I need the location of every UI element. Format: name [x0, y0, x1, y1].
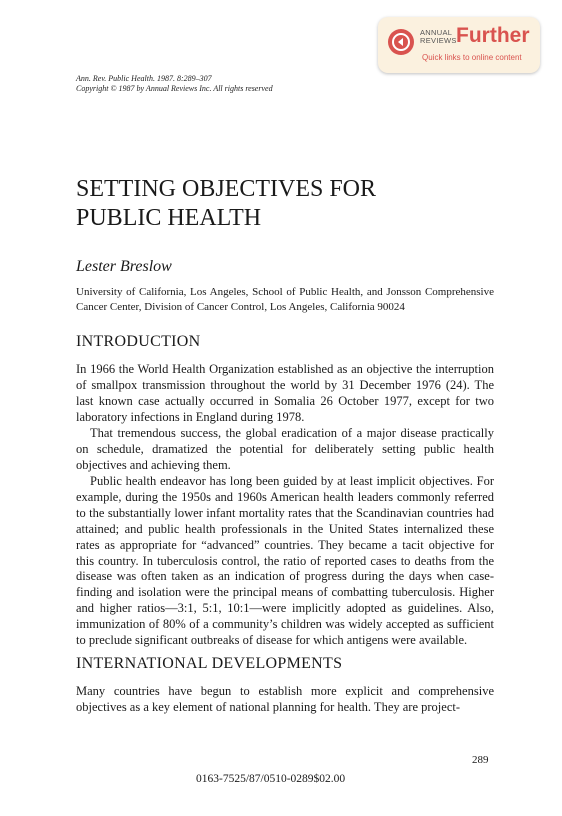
title-line-2: PUBLIC HEALTH: [76, 205, 262, 231]
paragraph-intro-3: Public health endeavor has long been guided by at least implicit objectives. For example, during the 1950s and 1960s American health leaders commonly referred to the substantially lower infant mortality rates that the Scandinavian countries had attained; and public health professionals in the United States internalized these rates as appropriate for “advanced” countries. They became a tacit objective for this country. In tuberculosis control, the ratio of reported cases to deaths from the disease was often taken as an indication of progress during the days when case-finding and isolation were the principal means of combatting tuberculosis. Higher and higher ratios—3:1, 5:1, 10:1—were implicitly adopted as guidelines. Also, immunization of 80% of a community’s children was widely accepted as sufficient to preclude significant outbreaks of disease for which antigens were available.: [76, 474, 494, 648]
author-name: Lester Breslow: [76, 258, 172, 275]
banner-small-line1: ANNUAL: [420, 28, 453, 37]
paragraph-intro-1: In 1966 the World Health Organization established as an objective the interruption of smallpox transmission throughout the world by 31 December 1976 (24). The last known case actually occurred in Somalia 26 October 1977, except for two laboratory infections in England during 1978.: [76, 362, 494, 424]
author-affiliation: University of California, Los Angeles, School of Public Health, and Jonsson Comprehensive Cancer Center, Division of Cancer Control, Los Angeles, California 90024: [76, 286, 494, 313]
article-title: [76, 175, 496, 233]
footer-code: 0163-7525/87/0510-0289$02.00: [196, 773, 346, 785]
paragraph-international-1: Many countries have begun to establish more explicit and comprehensive objectives as a key element of national planning for health. They are project-: [76, 684, 494, 714]
banner-brand: Further: [456, 24, 530, 47]
banner-tagline[interactable]: Quick links to online content: [422, 53, 522, 62]
further-banner[interactable]: [378, 17, 540, 73]
page-number: 289: [472, 754, 489, 766]
citation-line-2: Copyright © 1987 by Annual Reviews Inc. All rights reserved: [76, 84, 273, 93]
banner-publisher: [420, 29, 457, 45]
title-line-1: SETTING OBJECTIVES FOR: [76, 176, 377, 202]
journal-citation: [76, 74, 273, 94]
paragraph-intro-2: That tremendous success, the global eradication of a major disease practically on schedule, dramatized the potential for deliberately setting public health objectives and achieving them.: [76, 426, 494, 472]
banner-small-line2: REVIEWS: [420, 36, 457, 45]
section-heading-introduction: INTRODUCTION: [76, 333, 201, 350]
play-circle-icon: [388, 29, 414, 55]
citation-line-1: Ann. Rev. Public Health. 1987. 8:289–307: [76, 74, 212, 83]
section-heading-international: INTERNATIONAL DEVELOPMENTS: [76, 655, 343, 672]
